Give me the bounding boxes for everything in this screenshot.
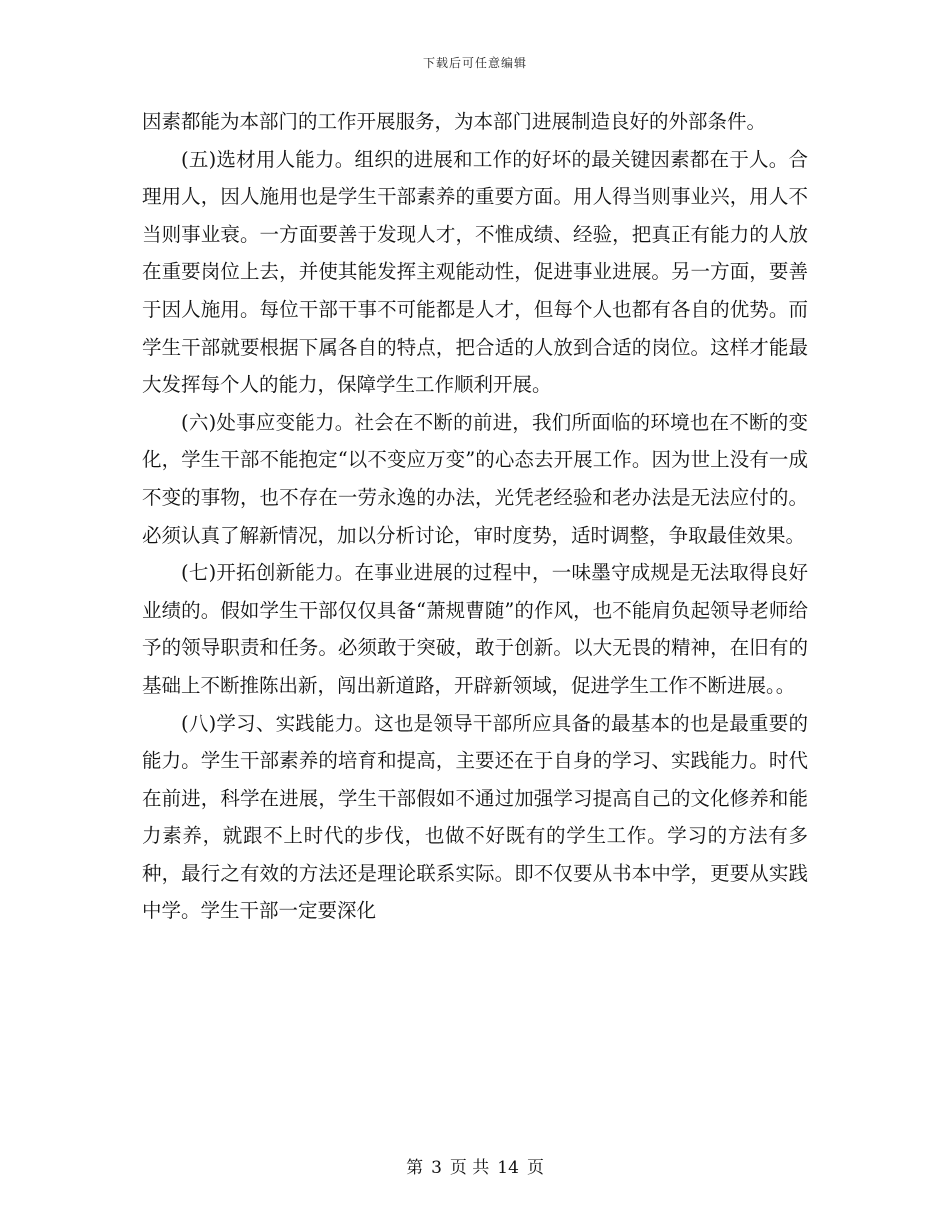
paragraph-section-5: (五)选材用人能力。组织的进展和工作的好坏的最关键因素都在于人。合理用人，因人施用也是学生干部素养的重要方面。用人得当则事业兴，用人不当则事业衰。一方面要善于发现人才，不惟成绩、经验，把真正有能力的人放在重要岗位上去，并使其能发挥主观能动性，促进事业进展。另一方面，要善于因人施用。每位干部干事不可能都是人才，但每个人也都有各自的优势。而学生干部就要根据下属各自的特点，把合适的人放到合适的岗位。这样才能最大发挥每个人的能力，保障学生工作顺利开展。 <box>142 147 808 397</box>
paragraph-continuation: 因素都能为本部门的工作开展服务，为本部门进展制造良好的外部条件。 <box>142 110 767 133</box>
paragraph-section-6: (六)处事应变能力。社会在不断的前进，我们所面临的环境也在不断的变化，学生干部不能抱定“以不变应万变”的心态去开展工作。因为世上没有一成不变的事物，也不存在一劳永逸的办法，光凭老经验和老办法是无法应付的。必须认真了解新情况，加以分析讨论，审时度势，适时调整，争取最佳效果。 <box>142 410 808 547</box>
page-footer <box>0 1153 950 1178</box>
current-page-number: 3 <box>431 1158 442 1178</box>
total-pages-number: 14 <box>497 1158 519 1178</box>
page-header: 下载后可任意编辑 <box>422 56 527 70</box>
footer-suffix: 页 <box>526 1158 544 1178</box>
paragraph-section-8: (八)学习、实践能力。这也是领导干部所应具备的最基本的也是最重要的能力。学生干部素养的培育和提高，主要还在于自身的学习、实践能力。时代在前进，科学在进展，学生干部假如不通过加强学习提高自己的文化修养和能力素养，就跟不上时代的步伐，也做不好既有的学生工作。学习的方法有多种，最行之有效的方法还是理论联系实际。即不仅要从书本中学，更要从实践中学。学生干部一定要深化 <box>142 711 808 923</box>
paragraph-section-7: (七)开拓创新能力。在事业进展的过程中，一味墨守成规是无法取得良好业绩的。假如学生干部仅仅具备“萧规曹随”的作风，也不能肩负起领导老师给予的领导职责和任务。必须敢于突破，敢于创新。以大无畏的精神，在旧有的基础上不断推陈出新，闯出新道路，开辟新领域，促进学生工作不断进展。。 <box>142 561 808 697</box>
footer-mid: 页 共 <box>449 1158 490 1178</box>
footer-prefix: 第 <box>406 1158 424 1178</box>
document-body <box>142 103 808 930</box>
